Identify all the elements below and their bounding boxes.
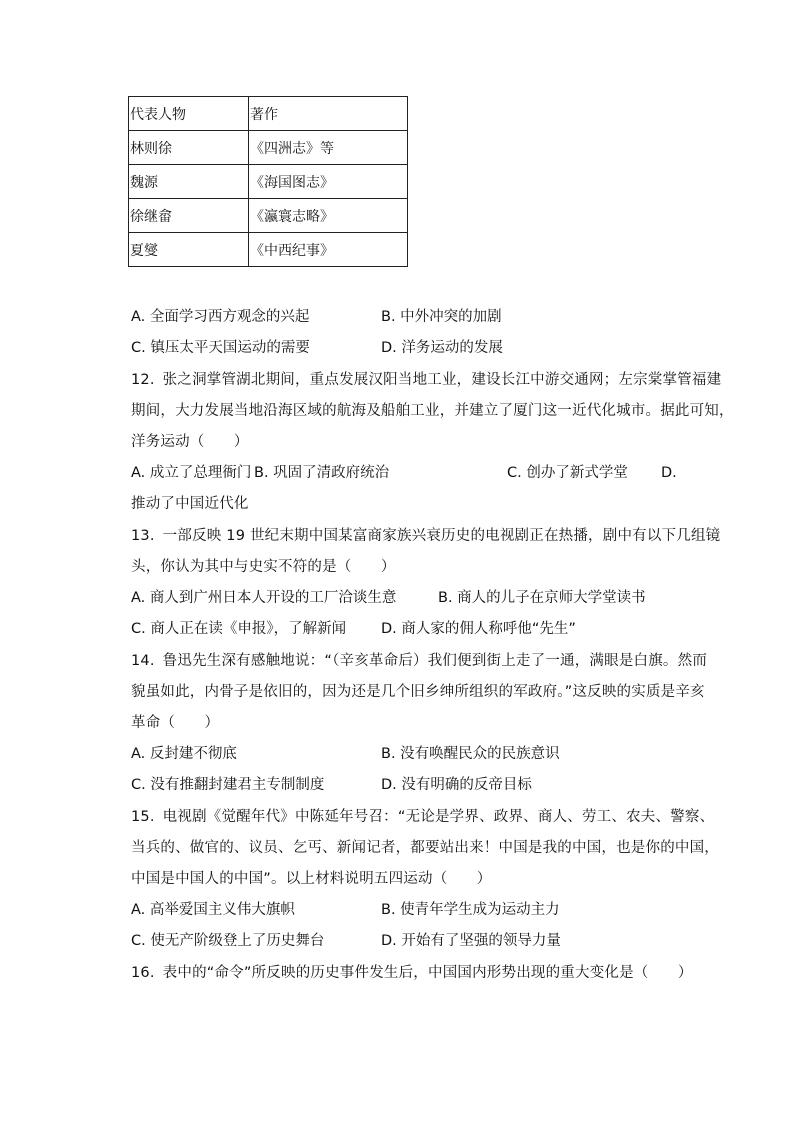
q13-option-c[interactable]: C. 商人正在读《申报》，了解新闻 xyxy=(131,621,347,637)
q12-stem-text: 张之洞掌管湖北期间，重点发展汉阳当地工业，建设长江中游交通网；左宗棠掌管福建 xyxy=(162,372,722,388)
q11-option-a[interactable]: A. 全面学习西方观念的兴起 xyxy=(131,309,310,325)
table-cell: 《中西纪事》 xyxy=(249,233,408,267)
table-row xyxy=(129,165,408,199)
q13-option-b[interactable]: B. 商人的儿子在京师大学堂读书 xyxy=(438,590,646,606)
table-header-row xyxy=(129,97,408,131)
table-cell: 魏源 xyxy=(129,165,249,199)
q13-stem-line-2: 头，你认为其中与史实不符的是（ ） xyxy=(131,559,396,575)
q15-option-a[interactable]: A. 高举爱国主义伟大旗帜 xyxy=(131,902,295,918)
q14-stem-line-2: 貌虽如此，内骨子是依旧的，因为还是几个旧乡绅所组织的军政府。”这反映的实质是辛亥 xyxy=(131,684,705,700)
q14-stem-text: 鲁迅先生深有感触地说：“（辛亥革命后）我们便到街上走了一通，满眼是白旗。然而 xyxy=(162,653,708,669)
q15-stem-line-3: 中国是中国人的中国”。以上材料说明五四运动（ ） xyxy=(131,871,492,887)
table-cell: 夏燮 xyxy=(129,233,249,267)
table-cell: 林则徐 xyxy=(129,131,249,165)
q11-option-c[interactable]: C. 镇压太平天国运动的需要 xyxy=(131,340,310,356)
q13-stem-line-1 xyxy=(131,526,720,546)
table-cell: 《海国图志》 xyxy=(249,165,408,199)
q12-option-b[interactable]: B. 巩固了清政府统治 xyxy=(254,465,390,481)
q15-option-d[interactable]: D. 开始有了坚强的领导力量 xyxy=(381,933,561,949)
q12-option-d-continuation: 推动了中国近代化 xyxy=(131,496,249,512)
q14-stem-line-3: 革命（ ） xyxy=(131,715,220,731)
q15-stem-line-1 xyxy=(131,807,714,827)
q13-option-d[interactable]: D. 商人家的佣人称呼他“先生” xyxy=(381,621,576,637)
q15-stem-text: 电视剧《觉醒年代》中陈延年号召：“无论是学界、政界、商人、劳工、农夫、警察、 xyxy=(162,809,715,825)
q16-stem-line-1 xyxy=(131,963,693,983)
table-row xyxy=(129,199,408,233)
table-row xyxy=(129,131,408,165)
question-number: 15. xyxy=(131,809,155,825)
table-header-cell: 著作 xyxy=(249,97,408,131)
table-cell: 《四洲志》等 xyxy=(249,131,408,165)
q12-stem-line-2: 期间，大力发展当地沿海区域的航海及船舶工业，并建立了厦门这一近代化城市。据此可知， xyxy=(131,403,734,419)
question-number: 14. xyxy=(131,653,155,669)
representatives-works-table xyxy=(128,96,408,267)
q14-option-c[interactable]: C. 没有推翻封建君主专制制度 xyxy=(131,777,325,793)
q12-option-a[interactable]: A. 成立了总理衙门 xyxy=(131,465,252,481)
question-number: 13. xyxy=(131,528,155,544)
q15-option-b[interactable]: B. 使青年学生成为运动主力 xyxy=(381,902,560,918)
q14-option-b[interactable]: B. 没有唤醒民众的民族意识 xyxy=(381,746,560,762)
q12-option-c[interactable]: C. 创办了新式学堂 xyxy=(507,465,628,481)
table-cell: 《瀛寰志略》 xyxy=(249,199,408,233)
q11-option-b[interactable]: B. 中外冲突的加剧 xyxy=(381,309,502,325)
q14-option-d[interactable]: D. 没有明确的反帝目标 xyxy=(381,777,532,793)
q12-stem-line-3: 洋务运动（ ） xyxy=(131,434,249,450)
q12-option-d[interactable]: D. xyxy=(661,465,677,481)
q14-option-a[interactable]: A. 反封建不彻底 xyxy=(131,746,237,762)
table-header-cell: 代表人物 xyxy=(129,97,249,131)
q13-stem-text: 一部反映 19 世纪末期中国某富商家族兴衰历史的电视剧正在热播，剧中有以下几组镜 xyxy=(162,528,721,544)
question-number: 12. xyxy=(131,372,155,388)
q16-stem-text: 表中的“命令”所反映的历史事件发生后，中国国内形势出现的重大变化是（ ） xyxy=(162,965,693,981)
table-cell: 徐继畲 xyxy=(129,199,249,233)
q15-stem-line-2: 当兵的、做官的、议员、乞丐、新闻记者，都要站出来！中国是我的中国，也是你的中国， xyxy=(131,840,719,856)
q13-option-a[interactable]: A. 商人到广州日本人开设的工厂洽谈生意 xyxy=(131,590,397,606)
q11-option-d[interactable]: D. 洋务运动的发展 xyxy=(381,340,503,356)
q15-option-c[interactable]: C. 使无产阶级登上了历史舞台 xyxy=(131,933,325,949)
q14-stem-line-1 xyxy=(131,651,707,671)
table-row xyxy=(129,233,408,267)
question-number: 16. xyxy=(131,965,155,981)
q12-stem-line-1 xyxy=(131,370,721,390)
